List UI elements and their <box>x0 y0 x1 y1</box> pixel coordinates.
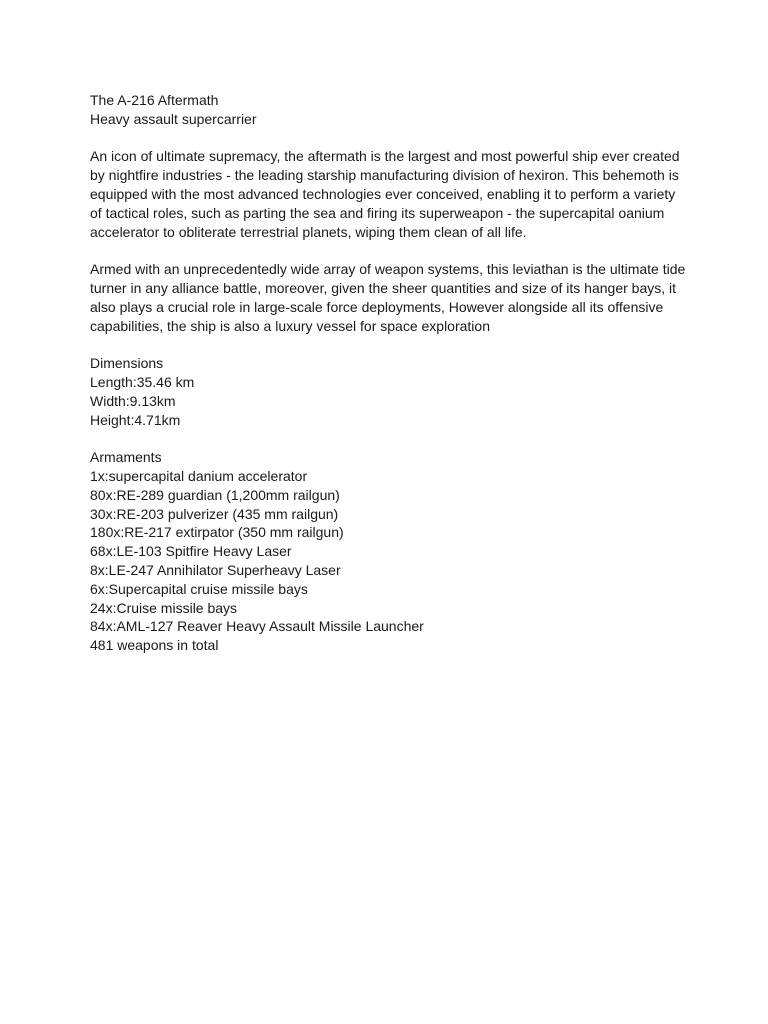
dimension-item: Height:4.71km <box>90 411 181 428</box>
dimension-item: Width:9.13km <box>90 392 176 409</box>
paragraph-line: Armed with an unprecedentedly wide array of weapon systems, this leviathan is the ultimate tide <box>90 261 686 278</box>
spacer <box>90 241 690 260</box>
armament-item: 30x:RE-203 pulverizer (435 mm railgun) <box>90 505 339 522</box>
armament-item: 24x:Cruise missile bays <box>90 599 238 616</box>
paragraph-line: An icon of ultimate supremacy, the aftermath is the largest and most powerful ship ever created <box>90 148 680 165</box>
weapons-paragraph <box>90 260 690 335</box>
document-body <box>90 91 690 655</box>
paragraph-line: equipped with the most advanced technologies ever conceived, enabling it to perform a variety <box>90 185 676 202</box>
dimension-item: Length:35.46 km <box>90 373 195 390</box>
paragraph-line: of tactical roles, such as parting the sea and firing its superweapon - the supercapital oanium <box>90 204 665 221</box>
paragraph-line: capabilities, the ship is also a luxury vessel for space exploration <box>90 317 490 334</box>
armaments-list <box>90 467 690 636</box>
paragraph-line: also plays a crucial role in large-scale force deployments, However alongside all its offensive <box>90 298 664 315</box>
paragraph-line: accelerator to obliterate terrestrial planets, wiping them clean of all life. <box>90 223 527 240</box>
document-title: The A-216 Aftermath <box>90 92 219 108</box>
armament-item: 180x:RE-217 extirpator (350 mm railgun) <box>90 524 344 541</box>
armaments-heading: Armaments <box>90 449 162 466</box>
weapons-total: 481 weapons in total <box>90 637 219 654</box>
armament-item: 8x:LE-247 Annihilator Superheavy Laser <box>90 561 341 578</box>
spacer <box>90 335 690 354</box>
armament-item: 80x:RE-289 guardian (1,200mm railgun) <box>90 486 340 503</box>
armament-item: 68x:LE-103 Spitfire Heavy Laser <box>90 543 292 560</box>
dimensions-list <box>90 373 690 429</box>
paragraph-line: by nightfire industries - the leading starship manufacturing division of hexiron. This behemoth is <box>90 167 679 184</box>
armament-item: 1x:supercapital danium accelerator <box>90 467 308 484</box>
spacer <box>90 129 690 148</box>
intro-paragraph <box>90 147 690 241</box>
spacer <box>90 429 690 448</box>
armament-item: 84x:AML-127 Reaver Heavy Assault Missile Launcher <box>90 618 424 635</box>
dimensions-section <box>90 354 690 429</box>
armament-item: 6x:Supercapital cruise missile bays <box>90 580 308 597</box>
paragraph-line: turner in any alliance battle, moreover, given the sheer quantities and size of its hanger bays, it <box>90 279 677 296</box>
armaments-section <box>90 448 690 655</box>
dimensions-heading: Dimensions <box>90 355 164 372</box>
document-subtitle: Heavy assault supercarrier <box>90 110 257 127</box>
